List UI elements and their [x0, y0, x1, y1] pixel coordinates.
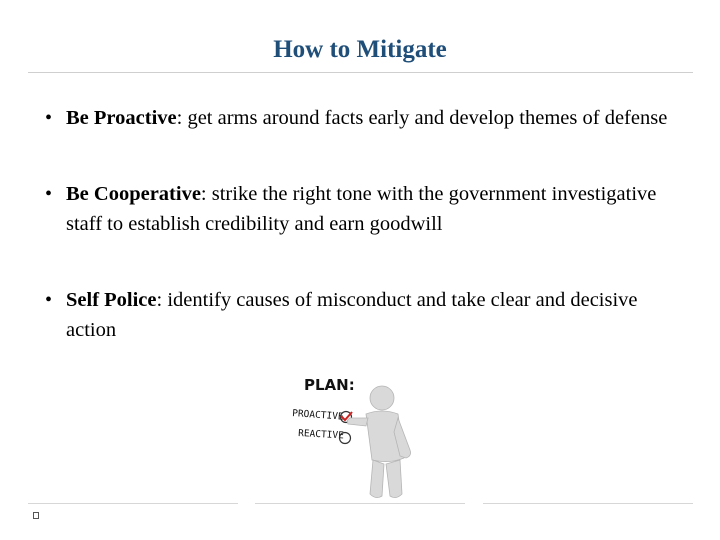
- bullet-dot-icon: •: [45, 289, 53, 311]
- plan-option-reactive: REACTIVE: [297, 428, 345, 442]
- bullet-text: : strike the right tone with the government investigative staff to establish credibility and earn goodwill: [66, 183, 657, 235]
- plan-heading: PLAN:: [304, 376, 355, 394]
- footer-divider: [255, 503, 465, 504]
- footer-divider: [483, 503, 693, 504]
- bullet-term: Self Police: [66, 289, 157, 311]
- bullet-dot-icon: •: [45, 107, 53, 129]
- bullet-item: [42, 179, 682, 239]
- bullet-item: [42, 103, 682, 133]
- slide-title: How to Mitigate: [273, 36, 447, 63]
- bullet-item: [42, 285, 682, 345]
- bullet-text: : identify causes of misconduct and take clear and decisive action: [66, 289, 638, 341]
- bullet-dot-icon: •: [45, 183, 53, 205]
- bullet-term: Be Proactive: [66, 107, 177, 129]
- footer-divider: [28, 503, 238, 504]
- bullet-term: Be Cooperative: [66, 183, 201, 205]
- person-checking-plan-icon: [286, 372, 426, 504]
- bullet-text: : get arms around facts early and develop themes of defense: [176, 107, 668, 129]
- bullet-list: [42, 103, 682, 345]
- title-divider: [28, 72, 693, 73]
- plan-option-proactive: PROACTIVE: [291, 408, 344, 423]
- person-figure-icon: [347, 386, 410, 498]
- footer-marker-icon: [33, 512, 39, 519]
